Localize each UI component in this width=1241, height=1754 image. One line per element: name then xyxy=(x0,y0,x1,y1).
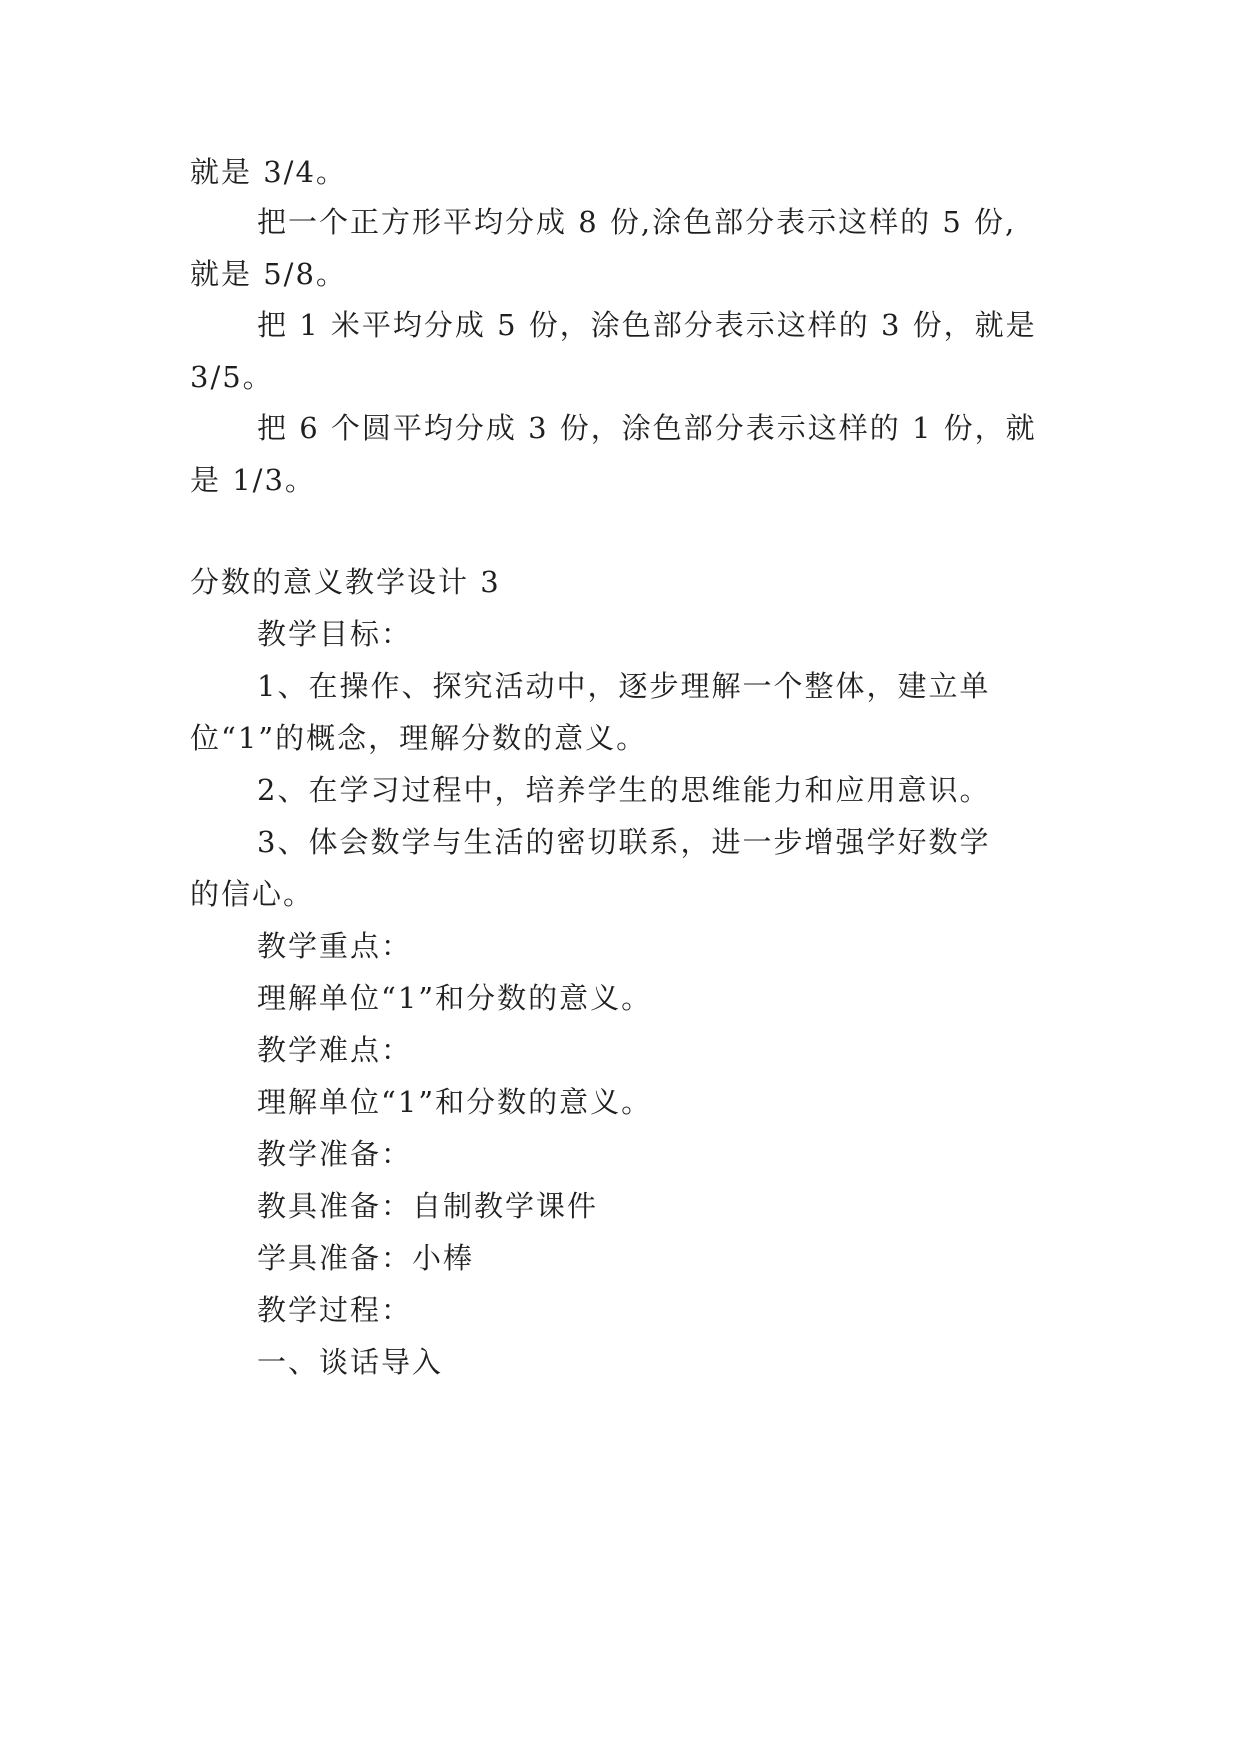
text-line: 理解单位“1”和分数的意义。 xyxy=(257,981,653,1015)
text-line: 教具准备：自制教学课件 xyxy=(257,1189,599,1223)
text-line: 位“1”的概念，理解分数的意义。 xyxy=(190,721,648,755)
text-line: 把 6 个圆平均分成 3 份，涂色部分表示这样的 1 份，就 xyxy=(257,411,1037,445)
text-line: 2、在学习过程中，培养学生的思维能力和应用意识。 xyxy=(257,773,991,807)
text-line: 把一个正方形平均分成 8 份,涂色部分表示这样的 5 份, xyxy=(257,205,1017,239)
text-line: 3/5。 xyxy=(190,360,274,394)
text-line: 一、谈话导入 xyxy=(257,1345,444,1379)
text-line: 把 1 米平均分成 5 份，涂色部分表示这样的 3 份，就是 xyxy=(257,308,1037,342)
text-line: 教学目标： xyxy=(257,617,413,651)
text-line: 教学难点： xyxy=(257,1033,413,1067)
text-line: 的信心。 xyxy=(190,877,315,911)
text-line: 3、体会数学与生活的密切联系，进一步增强学好数学 xyxy=(257,825,991,859)
text-line: 教学重点： xyxy=(257,929,413,963)
text-line: 1、在操作、探究活动中，逐步理解一个整体，建立单 xyxy=(257,669,991,703)
text-line: 教学准备： xyxy=(257,1137,413,1171)
text-line: 就是 5/8。 xyxy=(190,257,347,291)
text-line: 理解单位“1”和分数的意义。 xyxy=(257,1085,653,1119)
text-line: 学具准备：小棒 xyxy=(257,1241,475,1275)
section-heading: 分数的意义教学设计 3 xyxy=(190,565,501,599)
text-line: 是 1/3。 xyxy=(190,463,316,497)
text-line: 教学过程： xyxy=(257,1293,413,1327)
text-line: 就是 3/4。 xyxy=(190,155,347,189)
